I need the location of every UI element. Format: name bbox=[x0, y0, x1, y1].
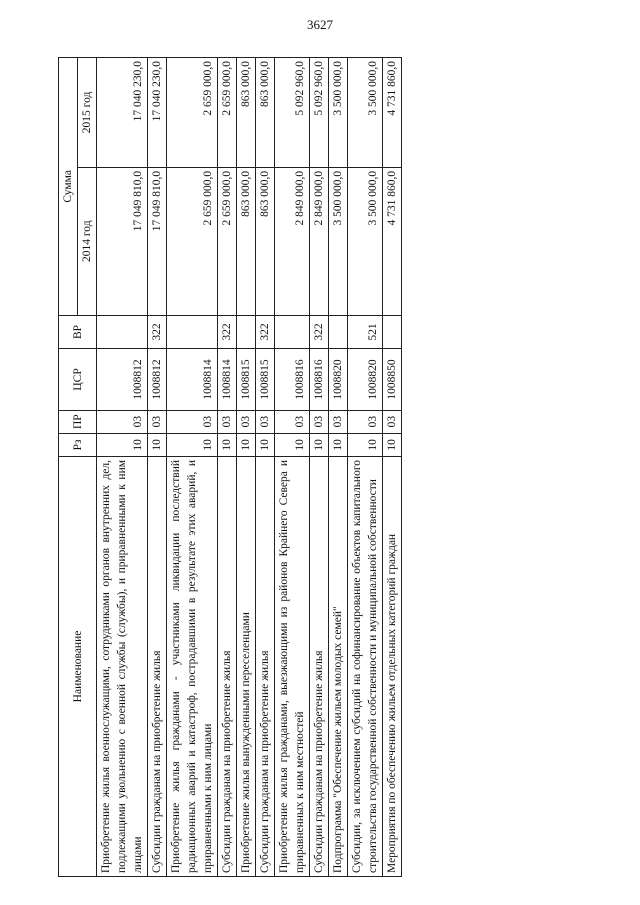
row-csr: 1008812 bbox=[148, 349, 167, 410]
row-vr: 322 bbox=[256, 315, 275, 349]
row-csr: 1008815 bbox=[237, 349, 256, 410]
row-rz: 10 bbox=[256, 433, 275, 456]
header-rz: Рз bbox=[59, 433, 97, 456]
header-2014: 2014 год bbox=[78, 167, 97, 315]
row-sum-2014: 2 849 000,0 bbox=[275, 167, 310, 315]
row-name: Приобретение жилья гражданами, выезжающими из районов Крайнего Севера и приравненных к ним местностей bbox=[275, 456, 310, 876]
row-rz: 10 bbox=[167, 433, 218, 456]
row-csr: 1008812 bbox=[97, 349, 148, 410]
row-rz: 10 bbox=[310, 433, 329, 456]
row-rz: 10 bbox=[218, 433, 237, 456]
row-pr: 03 bbox=[237, 410, 256, 433]
row-sum-2015: 5 092 960,0 bbox=[310, 58, 329, 168]
row-sum-2014: 17 049 810,0 bbox=[97, 167, 148, 315]
row-sum-2014: 2 659 000,0 bbox=[218, 167, 237, 315]
table-row bbox=[256, 58, 275, 877]
row-csr: 1008815 bbox=[256, 349, 275, 410]
row-rz: 10 bbox=[148, 433, 167, 456]
row-name: Мероприятия по обеспечению жильем отдельных категорий граждан bbox=[383, 456, 402, 876]
header-pr: ПР bbox=[59, 410, 97, 433]
row-pr: 03 bbox=[383, 410, 402, 433]
row-rz: 10 bbox=[237, 433, 256, 456]
row-name: Приобретение жилья военнослужащими, сотрудниками органов внутренних дел, подлежащими увольнению с военной службы (службы), и приравненными к ним лицами bbox=[97, 456, 148, 876]
row-name: Субсидии гражданам на приобретение жилья bbox=[218, 456, 237, 876]
row-pr: 03 bbox=[310, 410, 329, 433]
row-vr bbox=[329, 315, 348, 349]
row-sum-2014: 4 731 860,0 bbox=[383, 167, 402, 315]
row-rz: 10 bbox=[329, 433, 348, 456]
row-name: Субсидии гражданам на приобретение жилья bbox=[256, 456, 275, 876]
row-csr: 1008820 bbox=[329, 349, 348, 410]
row-sum-2015: 17 040 230,0 bbox=[148, 58, 167, 168]
row-vr bbox=[275, 315, 310, 349]
row-sum-2014: 17 049 810,0 bbox=[148, 167, 167, 315]
row-name: Приобретение жилья вынужденными переселенцами bbox=[237, 456, 256, 876]
row-pr: 03 bbox=[256, 410, 275, 433]
row-csr: 1008816 bbox=[275, 349, 310, 410]
table-row bbox=[148, 58, 167, 877]
row-vr bbox=[167, 315, 218, 349]
row-sum-2014: 863 000,0 bbox=[256, 167, 275, 315]
row-rz: 10 bbox=[275, 433, 310, 456]
row-sum-2014: 2 659 000,0 bbox=[167, 167, 218, 315]
row-sum-2015: 4 731 860,0 bbox=[383, 58, 402, 168]
row-name: Субсидии гражданам на приобретение жилья bbox=[148, 456, 167, 876]
rotated-table-container bbox=[58, 57, 578, 877]
row-pr: 03 bbox=[97, 410, 148, 433]
table-row bbox=[383, 58, 402, 877]
table-row bbox=[97, 58, 148, 877]
row-pr: 03 bbox=[329, 410, 348, 433]
row-pr: 03 bbox=[218, 410, 237, 433]
table-row bbox=[310, 58, 329, 877]
row-sum-2014: 3 500 000,0 bbox=[348, 167, 383, 315]
row-pr: 03 bbox=[167, 410, 218, 433]
row-pr: 03 bbox=[148, 410, 167, 433]
table-row bbox=[218, 58, 237, 877]
row-name: Приобретение жилья гражданами - участниками ликвидации последствий радиационных аварий и катастроф, пострадавшими в результате этих аварий, и приравненными к ним лицами bbox=[167, 456, 218, 876]
row-sum-2015: 5 092 960,0 bbox=[275, 58, 310, 168]
row-sum-2015: 3 500 000,0 bbox=[329, 58, 348, 168]
row-sum-2015: 3 500 000,0 bbox=[348, 58, 383, 168]
row-name: Субсидии, за исключением субсидий на софинансирование объектов капитального строительства государственной собственности и муниципальной собственности bbox=[348, 456, 383, 876]
row-csr: 1008820 bbox=[348, 349, 383, 410]
row-sum-2015: 2 659 000,0 bbox=[167, 58, 218, 168]
row-rz: 10 bbox=[97, 433, 148, 456]
row-pr: 03 bbox=[275, 410, 310, 433]
header-vr: ВР bbox=[59, 315, 97, 349]
row-sum-2015: 2 659 000,0 bbox=[218, 58, 237, 168]
table-row bbox=[275, 58, 310, 877]
row-vr: 322 bbox=[310, 315, 329, 349]
row-sum-2015: 863 000,0 bbox=[256, 58, 275, 168]
row-rz: 10 bbox=[348, 433, 383, 456]
table-row bbox=[329, 58, 348, 877]
header-csr: ЦСР bbox=[59, 349, 97, 410]
row-sum-2014: 3 500 000,0 bbox=[329, 167, 348, 315]
row-name: Субсидии гражданам на приобретение жилья bbox=[310, 456, 329, 876]
row-sum-2014: 863 000,0 bbox=[237, 167, 256, 315]
row-sum-2015: 17 040 230,0 bbox=[97, 58, 148, 168]
row-rz: 10 bbox=[383, 433, 402, 456]
page-number: 3627 bbox=[307, 17, 333, 32]
row-name: Подпрограмма "Обеспечение жильем молодых семей" bbox=[329, 456, 348, 876]
row-csr: 1008814 bbox=[167, 349, 218, 410]
header-sum: Сумма bbox=[59, 58, 78, 316]
table-row bbox=[237, 58, 256, 877]
row-sum-2014: 2 849 000,0 bbox=[310, 167, 329, 315]
table-row bbox=[348, 58, 383, 877]
header-name: Наименование bbox=[59, 456, 97, 876]
row-csr: 1008814 bbox=[218, 349, 237, 410]
table-body bbox=[97, 58, 402, 877]
row-vr: 521 bbox=[348, 315, 383, 349]
row-vr bbox=[97, 315, 148, 349]
header-2015: 2015 год bbox=[78, 58, 97, 168]
row-csr: 1008850 bbox=[383, 349, 402, 410]
row-vr: 322 bbox=[218, 315, 237, 349]
table-row bbox=[167, 58, 218, 877]
row-sum-2015: 863 000,0 bbox=[237, 58, 256, 168]
row-vr: 322 bbox=[148, 315, 167, 349]
row-csr: 1008816 bbox=[310, 349, 329, 410]
row-vr bbox=[383, 315, 402, 349]
row-vr bbox=[237, 315, 256, 349]
row-pr: 03 bbox=[348, 410, 383, 433]
budget-table bbox=[58, 57, 402, 877]
